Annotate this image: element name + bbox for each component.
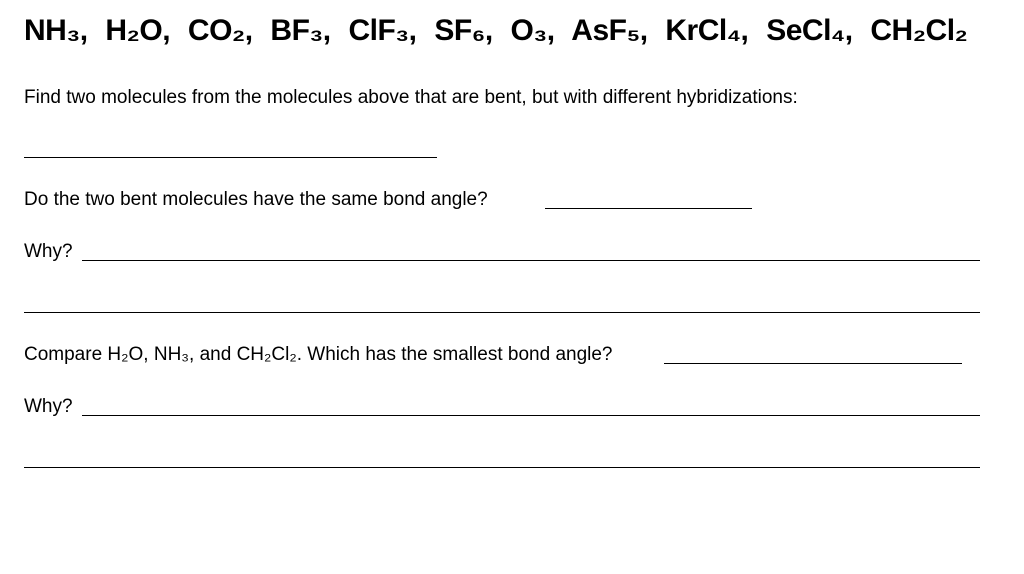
answer-line-why-2-continued[interactable]	[24, 467, 980, 468]
molecule-clf3: ClF₃,	[348, 14, 417, 47]
molecule-asf5: AsF₅,	[571, 14, 648, 47]
molecule-nh3: NH₃,	[24, 14, 88, 47]
molecule-o3: O₃,	[510, 14, 555, 47]
molecule-ch2cl2: CH₂Cl₂	[870, 14, 968, 47]
molecule-secl4: SeCl₄,	[766, 14, 853, 47]
answer-line-why-1-continued[interactable]	[24, 312, 980, 313]
question-why-1-label: Why?	[24, 241, 73, 262]
molecule-list-title	[24, 11, 967, 51]
answer-line-smallest-bond-angle[interactable]	[664, 363, 962, 364]
question-same-bond-angle: Do the two bent molecules have the same bond angle?	[24, 189, 488, 210]
molecule-bf3: BF₃,	[270, 14, 331, 47]
question-bent-molecules: Find two molecules from the molecules above that are bent, but with different hybridizations:	[24, 87, 798, 108]
answer-line-why-2[interactable]	[82, 415, 980, 416]
molecule-h2o: H₂O,	[105, 14, 171, 47]
answer-line-same-bond-angle[interactable]	[545, 208, 752, 209]
question-smallest-bond-angle: Compare H₂O, NH₃, and CH₂Cl₂. Which has the smallest bond angle?	[24, 344, 613, 365]
molecule-co2: CO₂,	[187, 14, 253, 47]
answer-line-bent-molecules[interactable]	[24, 157, 437, 158]
answer-line-why-1[interactable]	[82, 260, 980, 261]
molecule-sf6: SF₆,	[434, 14, 493, 47]
molecule-krcl4: KrCl₄,	[665, 14, 749, 47]
question-why-2-label: Why?	[24, 396, 73, 417]
